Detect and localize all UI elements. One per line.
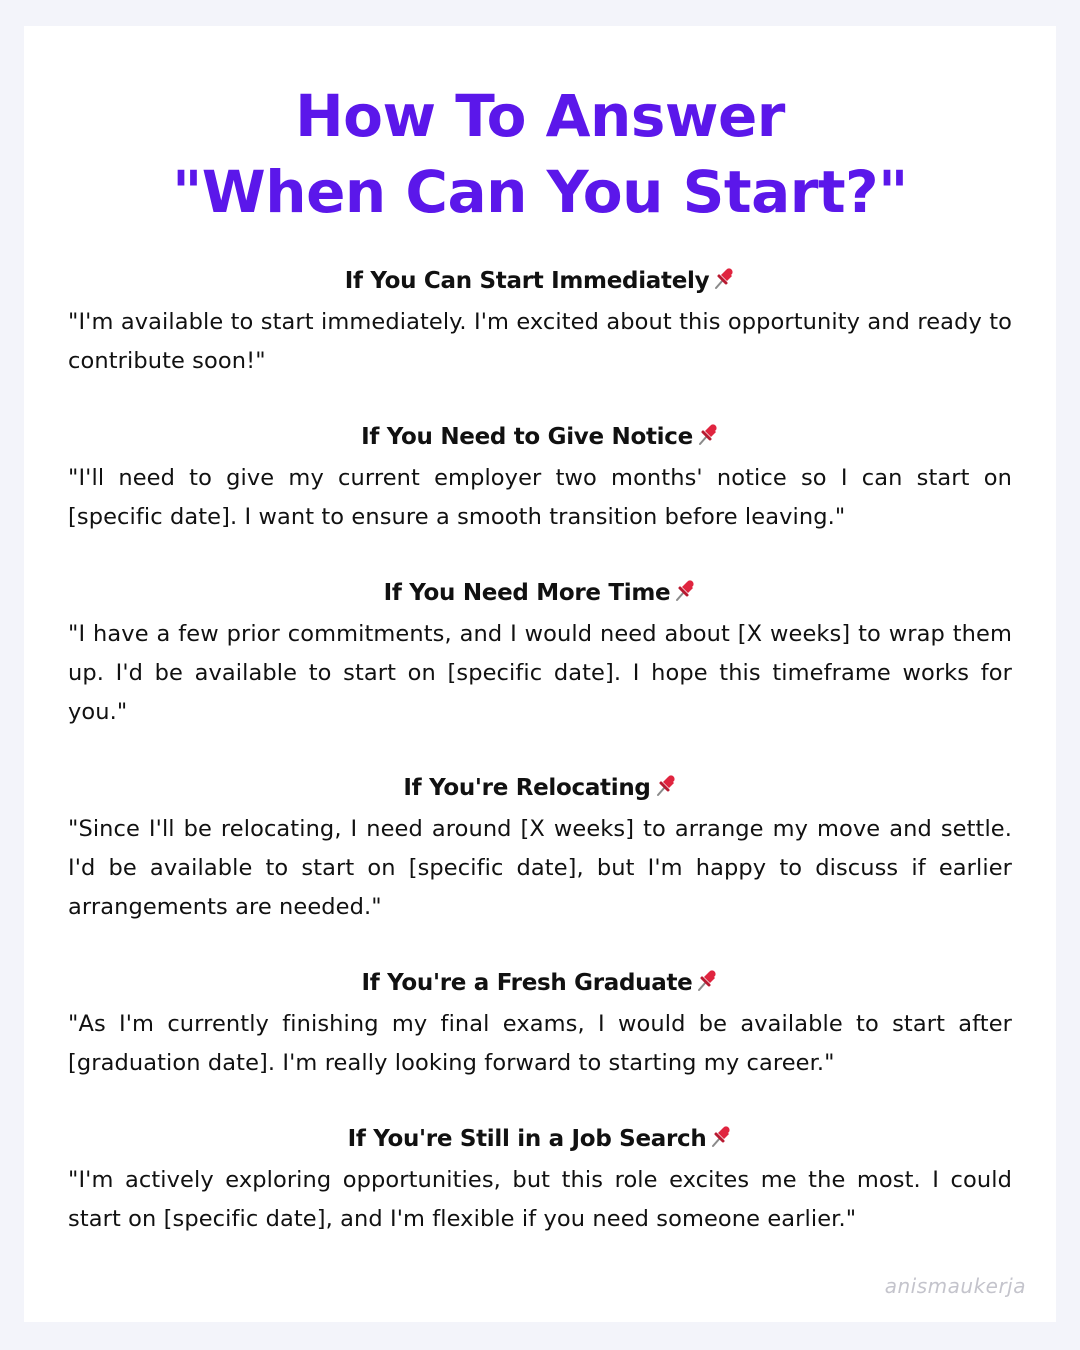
page-title — [0, 78, 1080, 230]
pushpin-icon — [655, 771, 677, 810]
section-body: "Since I'll be relocating, I need around [X weeks] to arrange my move and settle. I'd be available to start on [specific date], but I'm happy to discuss if earlier arrangements are needed." — [68, 816, 1012, 920]
section-start-immediately — [68, 262, 1012, 381]
section-heading: If You're a Fresh Graduate — [68, 964, 1012, 1005]
title-line-1: How To Answer — [295, 82, 785, 150]
section-body: "I'll need to give my current employer two months' notice so I can start on [specific date]. I want to ensure a smooth transition before leaving." — [68, 465, 1012, 530]
title-line-2: "When Can You Start?" — [172, 158, 908, 226]
pushpin-icon — [713, 264, 735, 303]
pushpin-icon — [696, 966, 718, 1005]
pushpin-icon — [697, 420, 719, 459]
section-body: "I'm actively exploring opportunities, but this role excites me the most. I could start on [specific date], and I'm flexible if you need someone earlier." — [68, 1167, 1012, 1232]
section-heading: If You're Relocating — [68, 769, 1012, 810]
section-relocating — [68, 769, 1012, 927]
section-body: "I'm available to start immediately. I'm excited about this opportunity and ready to contribute soon!" — [68, 309, 1012, 374]
answer-sections — [68, 262, 1012, 1276]
section-give-notice — [68, 418, 1012, 537]
section-fresh-graduate — [68, 964, 1012, 1083]
section-heading: If You Can Start Immediately — [68, 262, 1012, 303]
section-heading: If You Need More Time — [68, 574, 1012, 615]
pushpin-icon — [710, 1122, 732, 1161]
pushpin-icon — [674, 576, 696, 615]
section-need-more-time — [68, 574, 1012, 732]
section-heading: If You're Still in a Job Search — [68, 1120, 1012, 1161]
watermark: anismaukerja — [884, 1274, 1026, 1298]
section-heading: If You Need to Give Notice — [68, 418, 1012, 459]
section-body: "As I'm currently finishing my final exams, I would be available to start after [graduation date]. I'm really looking forward to starting my career." — [68, 1011, 1012, 1076]
section-body: "I have a few prior commitments, and I would need about [X weeks] to wrap them up. I'd be available to start on [specific date]. I hope this timeframe works for you." — [68, 621, 1012, 725]
section-job-search — [68, 1120, 1012, 1239]
